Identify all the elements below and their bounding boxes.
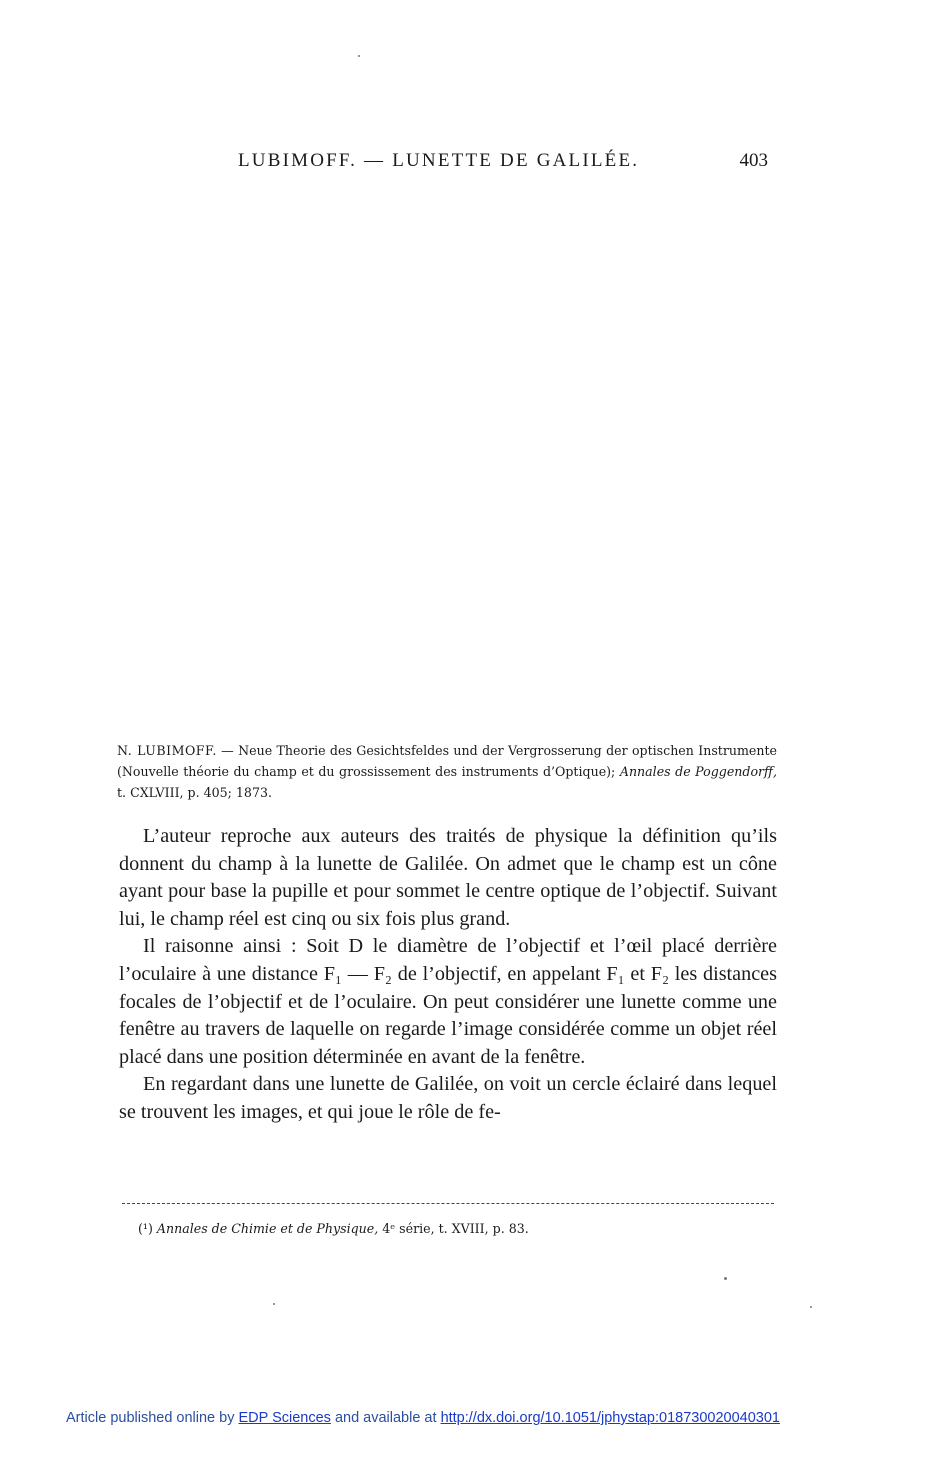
- citation-author: N. LUBIMOFF.: [117, 743, 217, 758]
- doi-link[interactable]: http://dx.doi.org/10.1051/jphystap:018730020040301: [440, 1410, 780, 1426]
- page-header: [120, 150, 770, 180]
- scan-speck: [810, 1306, 812, 1308]
- footnote-divider: [122, 1203, 774, 1204]
- footnote-details: 4ᵉ série, t. XVIII, p. 83.: [378, 1221, 529, 1236]
- scan-speck: [358, 55, 360, 57]
- body-paragraph: Il raisonne ainsi : Soit D le diamètre de l’objectif et l’œil placé derrière l’oculaire à une distance F₁ — F₂ de l’objectif, en appelant F₁ et F₂ les distances focales de l’objectif et de l’oculaire. On peut considérer une lunette comme une fenêtre au travers de laquelle on regarde l’image considérée comme un objet réel placé dans une position déterminée en avant de la fenêtre.: [119, 935, 777, 1068]
- footnote-journal: Annales de Chimie et de Physique,: [156, 1221, 379, 1236]
- scan-speck: [724, 1277, 727, 1280]
- publisher-notice: [66, 1410, 866, 1426]
- body-paragraph: En regardant dans une lunette de Galilée, on voit un cercle éclairé dans lequel se trouvent les images, et qui joue le rôle de fe-: [119, 1073, 777, 1123]
- citation-journal: Annales de Poggendorff,: [619, 764, 777, 779]
- publisher-prefix: Article published online by: [66, 1410, 239, 1426]
- running-head: LUBIMOFF. — LUNETTE DE GALILÉE.: [238, 150, 640, 171]
- publisher-link[interactable]: EDP Sciences: [238, 1410, 331, 1426]
- publisher-middle: and available at: [330, 1410, 441, 1426]
- footnote-marker: (¹): [138, 1221, 153, 1236]
- body-paragraph: L’auteur reproche aux auteurs des traités de physique la définition qu’ils donnent du champ à la lunette de Galilée. On admet que le champ est un cône ayant pour base la pupille et pour sommet le centre optique de l’objectif. Suivant lui, le champ réel est cinq ou six fois plus grand.: [119, 825, 777, 930]
- citation-dash: —: [216, 743, 239, 758]
- citation-title: Neue Theorie des Gesichtsfeldes und der Vergrosserung der optischen Instrumente (Nouvelle théorie du champ et du grossissement des instruments d’Optique);: [117, 743, 777, 779]
- page-number: 403: [739, 150, 768, 171]
- bibliographic-citation: [117, 740, 777, 803]
- scan-speck: [273, 1303, 275, 1305]
- citation-details: t. CXLVIII, p. 405; 1873.: [117, 785, 272, 800]
- article-body: [119, 823, 777, 1127]
- footnote: [138, 1221, 778, 1236]
